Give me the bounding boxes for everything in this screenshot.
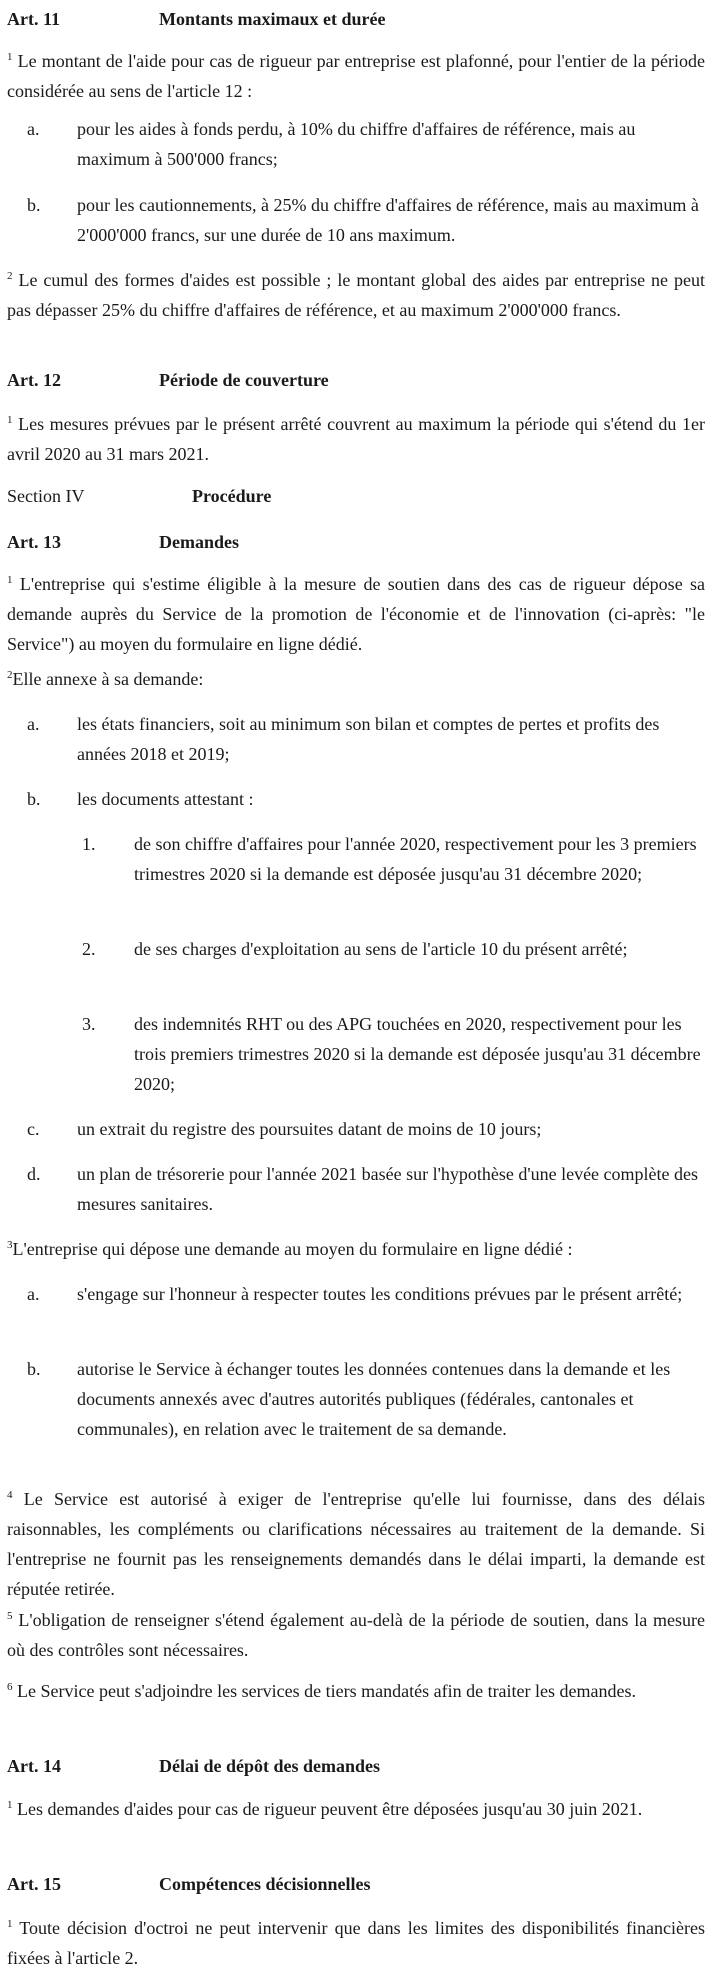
paragraph-text: Le montant de l'aide pour cas de rigueur par entreprise est plafonné, pour l'entier de la période considérée au sens de l'article 12 :: [7, 51, 706, 101]
art14-paragraph-1: [7, 1794, 705, 1824]
paragraph-number: 6: [7, 1681, 13, 1693]
list-marker: a.: [27, 119, 40, 139]
article-11-heading: [7, 4, 705, 30]
sub-list-item: [7, 934, 705, 964]
paragraph-number: 1: [7, 574, 13, 586]
article-title: Délai de dépôt des demandes: [159, 1756, 381, 1776]
art13-paragraph-5: [7, 1605, 705, 1665]
list-item: [7, 1279, 705, 1309]
paragraph-text: Les demandes d'aides pour cas de rigueur peuvent être déposées jusqu'au 30 juin 2021.: [17, 1799, 643, 1819]
list-item: [7, 1354, 705, 1444]
section-title: Procédure: [192, 486, 272, 506]
list-marker: b.: [27, 789, 41, 809]
list-text: les états financiers, soit au minimum son bilan et comptes de pertes et profits des années 2018 et 2019;: [77, 714, 660, 764]
paragraph-number: 3: [7, 1239, 13, 1251]
article-number: Art. 13: [7, 532, 61, 552]
list-text: les documents attestant :: [77, 789, 254, 809]
article-number: Art. 11: [7, 9, 60, 29]
list-item: [7, 709, 705, 769]
paragraph-text: Elle annexe à sa demande:: [12, 669, 204, 689]
list-text: un plan de trésorerie pour l'année 2021 basée sur l'hypothèse d'une levée complète des mesures sanitaires.: [77, 1164, 699, 1214]
art15-paragraph-1: [7, 1913, 705, 1973]
list-text: autorise le Service à échanger toutes les données contenues dans la demande et les documents annexés avec d'autres autorités publiques (fédérales, cantonales et communales), en relation avec le traitement de sa demande.: [77, 1359, 671, 1439]
article-15-heading: [7, 1869, 705, 1895]
article-title: Période de couverture: [159, 370, 329, 390]
paragraph-number: 2: [7, 669, 13, 681]
section-label: Section IV: [7, 486, 85, 506]
art13-paragraph-3: [7, 1234, 705, 1264]
list-marker: b.: [27, 195, 41, 215]
paragraph-text: Le Service est autorisé à exiger de l'entreprise qu'elle lui fournisse, dans des délais raisonnables, les compléments ou clarifications nécessaires au traitement de la demande. Si l'entreprise ne fournit pas les renseignements demandés dans le délai imparti, la demande est réputée retirée.: [7, 1489, 705, 1599]
list-item: [7, 1114, 705, 1144]
article-number: Art. 15: [7, 1874, 61, 1894]
list-text: pour les cautionnements, à 25% du chiffre d'affaires de référence, mais au maximum à 2'000'000 francs, sur une durée de 10 ans maximum.: [77, 195, 699, 245]
paragraph-number: 2: [7, 270, 13, 282]
list-text: s'engage sur l'honneur à respecter toutes les conditions prévues par le présent arrêté;: [77, 1284, 683, 1304]
paragraph-number: 1: [7, 414, 13, 426]
art13-paragraph-6: [7, 1676, 705, 1706]
art13-paragraph-4: [7, 1484, 705, 1604]
list-marker: b.: [27, 1359, 41, 1379]
paragraph-text: Le cumul des formes d'aides est possible ; le montant global des aides par entreprise ne peut pas dépasser 25% du chiffre d'affaires de référence, et au maximum 2'000'000 francs.: [7, 270, 705, 320]
paragraph-text: L'obligation de renseigner s'étend également au-delà de la période de soutien, dans la mesure où des contrôles sont nécessaires.: [7, 1610, 706, 1660]
paragraph-text: L'entreprise qui dépose une demande au moyen du formulaire en ligne dédié :: [12, 1239, 573, 1259]
list-marker: d.: [27, 1164, 41, 1184]
paragraph-number: 1: [7, 1918, 13, 1930]
article-title: Compétences décisionnelles: [159, 1874, 371, 1894]
article-number: Art. 12: [7, 370, 61, 390]
list-marker: 1.: [82, 834, 96, 854]
art11-paragraph-2: [7, 265, 705, 325]
list-item: [7, 114, 705, 174]
paragraph-number: 4: [7, 1489, 13, 1501]
list-text: de ses charges d'exploitation au sens de l'article 10 du présent arrêté;: [134, 939, 628, 959]
art13-paragraph-2: [7, 664, 705, 694]
section-heading: [7, 481, 705, 507]
sub-list-item: [7, 829, 705, 889]
paragraph-text: Le Service peut s'adjoindre les services de tiers mandatés afin de traiter les demandes.: [17, 1681, 637, 1701]
list-text: des indemnités RHT ou des APG touchées en 2020, respectivement pour les trois premiers trimestres 2020 si la demande est déposée jusqu'au 31 décembre 2020;: [134, 1014, 701, 1094]
list-marker: 2.: [82, 939, 96, 959]
paragraph-text: L'entreprise qui s'estime éligible à la mesure de soutien dans des cas de rigueur dépose sa demande auprès du Service de la promotion de l'économie et de l'innovation (ci-après: "le Service") au moyen du formulaire en ligne dédié.: [7, 574, 705, 654]
list-marker: 3.: [82, 1014, 96, 1034]
article-title: Demandes: [159, 532, 239, 552]
paragraph-text: Toute décision d'octroi ne peut intervenir que dans les limites des disponibilités financières fixées à l'article 2.: [7, 1918, 705, 1968]
article-number: Art. 14: [7, 1756, 61, 1776]
list-text: un extrait du registre des poursuites datant de moins de 10 jours;: [77, 1119, 542, 1139]
list-text: pour les aides à fonds perdu, à 10% du chiffre d'affaires de référence, mais au maximum à 500'000 francs;: [77, 119, 636, 169]
list-marker: c.: [27, 1119, 40, 1139]
article-title: Montants maximaux et durée: [159, 9, 386, 29]
paragraph-number: 5: [7, 1610, 13, 1622]
list-item: [7, 784, 705, 814]
article-13-heading: [7, 527, 705, 553]
list-text: de son chiffre d'affaires pour l'année 2020, respectivement pour les 3 premiers trimestres 2020 si la demande est déposée jusqu'au 31 décembre 2020;: [134, 834, 697, 884]
list-marker: a.: [27, 1284, 40, 1304]
art11-paragraph-1: [7, 46, 705, 106]
list-item: [7, 190, 705, 250]
article-12-heading: [7, 365, 705, 391]
paragraph-number: 1: [7, 1799, 13, 1811]
list-item: [7, 1159, 705, 1219]
art12-paragraph-1: [7, 409, 705, 469]
art13-paragraph-1: [7, 569, 705, 659]
article-14-heading: [7, 1751, 705, 1777]
paragraph-number: 1: [7, 51, 13, 63]
paragraph-text: Les mesures prévues par le présent arrêté couvrent au maximum la période qui s'étend du 1er avril 2020 au 31 mars 2021.: [7, 414, 705, 464]
sub-list-item: [7, 1009, 705, 1099]
list-marker: a.: [27, 714, 40, 734]
